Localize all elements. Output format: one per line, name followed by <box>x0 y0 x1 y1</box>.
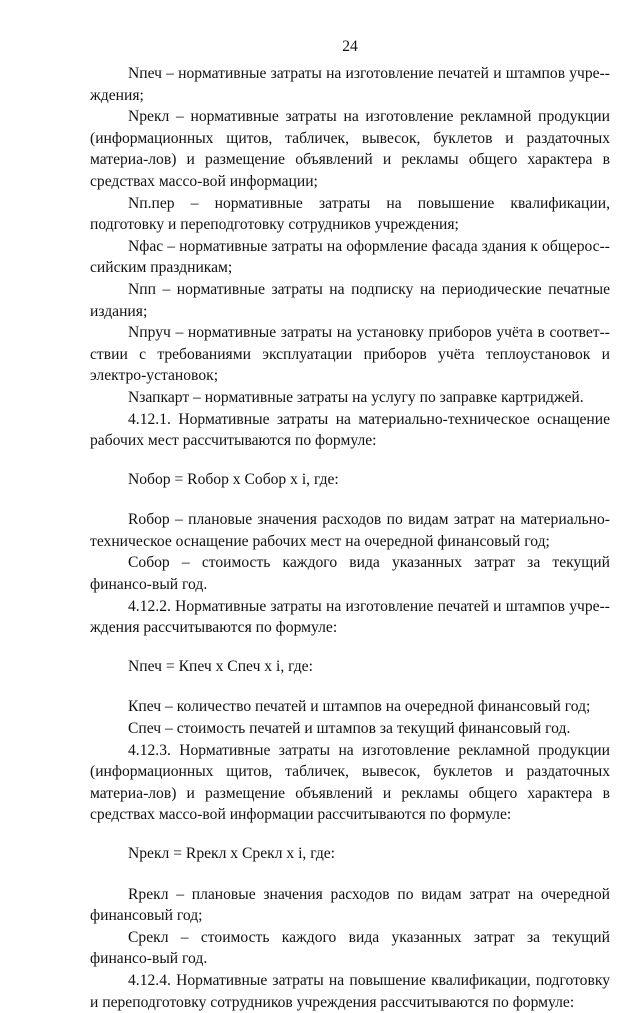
text-paragraph: Кпеч – количество печатей и штампов на очередной финансовый год; <box>128 698 591 716</box>
text-paragraph: Nрекл – нормативные затраты на изготовление рекламной продукции (информационных щитов, табличек, вывесок, буклетов и раздаточных материа-лов) и размещение объявлений и рекламы общего характера в средствах массо-вой информации; <box>90 108 610 190</box>
text-paragraph: Nпп – нормативные затраты на подписку на периодические печатные издания; <box>90 280 610 320</box>
text-paragraph: Собор – стоимость каждого вида указанных затрат за текущий финансо-вый год. <box>90 554 610 594</box>
formula-line: Nрекл = Rрекл x Срекл x i, где: <box>128 845 336 862</box>
text-paragraph: Rобор – плановые значения расходов по видам затрат на материально-техническое оснащение рабочих мест на очередной финансовый год; <box>90 511 610 550</box>
text-paragraph: Спеч – стоимость печатей и штампов за текущий финансовый год. <box>128 720 571 738</box>
text-paragraph: 4.12.3. Нормативные затраты на изготовление рекламной продукции (информационных щитов, табличек, вывесок, буклетов и раздаточных материа-лов) и размещение объявлений и рекламы общего характера в средствах массо-вой информации рассчитываются по формуле: <box>90 741 610 824</box>
text-paragraph: 4.12.4. Нормативные затраты на повышение квалификации, подготовку и переподготовку сотрудников учреждения рассчитываются по формуле: <box>90 971 610 1011</box>
formula-line: Nобор = Rобор x Собор x i, где: <box>128 470 339 488</box>
document-page <box>90 36 610 1013</box>
formula-line: Nпеч = Кпеч x Спеч x i, где: <box>128 657 313 675</box>
document-body <box>90 63 610 1013</box>
text-paragraph: Nпеч – нормативные затраты на изготовление печатей и штампов учре-ждения; <box>90 65 610 104</box>
page-number: 24 <box>342 38 358 55</box>
text-paragraph: Nпруч – нормативные затраты на установку приборов учёта в соответ-ствии с требованиями эксплуатации приборов учёта теплоустановок и электро-установок; <box>90 324 610 385</box>
text-paragraph: Nзапкарт – нормативные затраты на услугу по заправке картриджей. <box>128 388 584 406</box>
text-paragraph: Rрекл – плановые значения расходов по видам затрат на очередной финансовый год; <box>90 885 610 925</box>
text-paragraph: Срекл – стоимость каждого вида указанных затрат за текущий финансо-вый год. <box>90 928 610 968</box>
text-paragraph: Nп.пер – нормативные затраты на повышение квалификации, подготовку и переподготовку сотрудников учреждения; <box>90 194 610 234</box>
text-paragraph: 4.12.1. Нормативные затраты на материально-техническое оснащение рабочих мест рассчитываются по формуле: <box>90 410 610 450</box>
text-paragraph: Nфас – нормативные затраты на оформление фасада здания к общерос-сийским праздникам; <box>90 237 610 277</box>
text-paragraph: 4.12.2. Нормативные затраты на изготовление печатей и штампов учре-ждения рассчитываются по формуле: <box>90 597 610 637</box>
